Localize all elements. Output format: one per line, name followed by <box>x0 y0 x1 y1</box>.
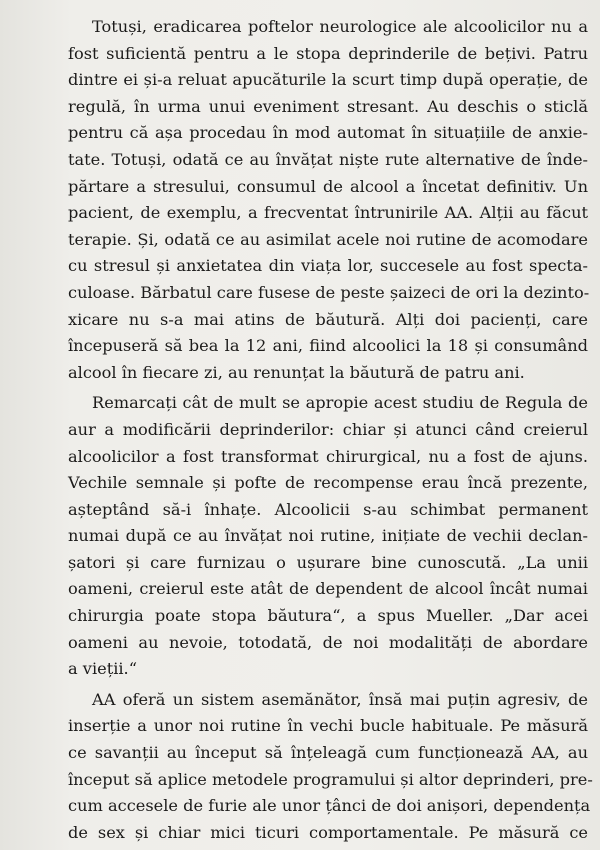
text-line: fost suficientă pentru a le stopa deprinderile de bețivi. Patru <box>68 43 588 63</box>
text-line: începuseră să bea la 12 ani, fiind alcoolici la 18 și consumând <box>68 336 588 356</box>
text-line: oameni, creierul este atât de dependent de alcool încât numai <box>68 579 588 599</box>
text-line: șatori și care furnizau o ușurare bine cunoscută. „La unii <box>68 552 588 572</box>
text-line: inserție a unor noi rutine în vechi bucle habituale. Pe măsură <box>68 716 588 736</box>
paragraph-1 <box>68 14 588 386</box>
text-line: Totuși, eradicarea poftelor neurologice ale alcoolicilor nu a <box>92 17 588 36</box>
text-line: așteptând să-i înhațe. Alcoolicii s-au schimbat permanent <box>68 499 588 519</box>
text-line: pacient, de exemplu, a frecventat întrunirile AA. Alții au făcut <box>68 203 588 223</box>
text-line: alcool în fiecare zi, au renunțat la băutură de patru ani. <box>68 362 525 382</box>
text-line: xicare nu s-a mai atins de băutură. Alți doi pacienți, care <box>68 309 588 329</box>
text-line: pentru că așa procedau în mod automat în situațiile de anxie- <box>68 123 588 143</box>
paragraph-3 <box>68 687 593 847</box>
text-line: aur a modificării deprinderilor: chiar și atunci când creierul <box>68 419 588 439</box>
body-text <box>68 14 593 846</box>
text-line: terapie. Și, odată ce au asimilat acele noi rutine de acomodare <box>68 229 588 249</box>
text-line: chirurgia poate stopa băutura“, a spus Mueller. „Dar acei <box>68 606 588 626</box>
text-line: oameni au nevoie, totodată, de noi modalități de abordare <box>68 632 588 652</box>
text-line: regulă, în urma unui eveniment stresant. Au deschis o sticlă <box>68 96 588 116</box>
text-line: tate. Totuși, odată ce au învățat niște rute alternative de înde- <box>68 149 588 169</box>
text-line: dintre ei și-a reluat apucăturile la scurt timp după operație, de <box>68 70 588 90</box>
text-line: început să aplice metodele programului și altor deprinderi, pre- <box>68 769 593 789</box>
text-line: alcoolicilor a fost transformat chirurgical, nu a fost de ajuns. <box>68 446 588 466</box>
text-line: numai după ce au învățat noi rutine, inițiate de vechii declan- <box>68 526 588 546</box>
paragraph-2 <box>68 390 588 683</box>
text-line: de sex și chiar mici ticuri comportamentale. Pe măsură ce <box>68 822 588 842</box>
text-line: a vieții.“ <box>68 659 137 679</box>
text-line: cu stresul și anxietatea din viața lor, succesele au fost specta- <box>68 256 588 276</box>
text-line: ce savanții au început să înțeleagă cum funcționează AA, au <box>68 743 588 763</box>
text-line: AA oferă un sistem asemănător, însă mai puțin agresiv, de <box>92 689 588 709</box>
text-line: Vechile semnale și pofte de recompense erau încă prezente, <box>68 473 588 493</box>
text-line: culoase. Bărbatul care fusese de peste șaizeci de ori la dezinto- <box>68 282 590 302</box>
text-line: părtare a stresului, consumul de alcool a încetat definitiv. Un <box>68 176 588 196</box>
text-line: cum accesele de furie ale unor țânci de doi anișori, dependența <box>68 796 591 816</box>
text-line: Remarcați cât de mult se apropie acest studiu de Regula de <box>92 393 588 413</box>
